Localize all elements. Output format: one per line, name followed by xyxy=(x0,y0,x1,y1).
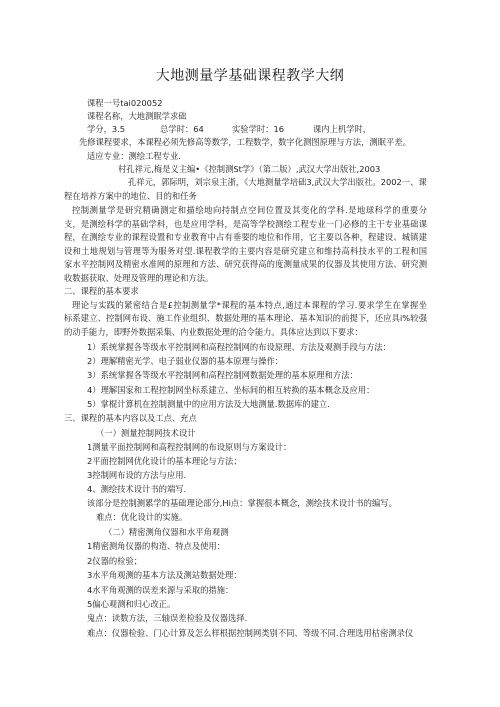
subsection-2-difficulty: 难点：仪器检验、门心计算及怎么样根据控制网类别不同、等级不同.合理选用枯密测录仪 xyxy=(87,628,414,638)
course-credit: 学分，3.5 xyxy=(87,124,126,134)
course-textbook: 村孔祥元,梅是义主编•《控制测St学》（第二版）,武汉大学出版社,2003 xyxy=(118,164,381,174)
subsection-2-item: 5偏心观测和归心改正。 xyxy=(87,599,176,609)
section-3-heading: 三、课程的基本内容以及工点、充点 xyxy=(64,413,197,423)
subsection-1-difficulty: 难点：优化设计的实施。 xyxy=(96,512,188,522)
intro-line: 支，是测绘科学的基础学科，也是应用学科，是高等学校测绘工程专业一门必修的主干专业基础课 xyxy=(64,219,427,229)
subsection-2-item: 3水平角观测的基本方法及测站数据处理： xyxy=(87,570,242,580)
intro-line: 设和土地规划与管理等为服务对望.课程教学的主要内容是研究建立和维持高科技水平的工程和国 xyxy=(64,246,427,256)
intro-line: 程，在测绘专业的课程设置和专业教育中占有垂要的地位和作用，它主要以各种，程建设、城镇建 xyxy=(64,232,427,242)
intro-line: 控制测量学是研究精确测定和描绘地向持制点空间位置及其变化的学科.是地球科学的重要分 xyxy=(72,205,427,215)
page-title: 大地测量学基础课程教学大纲 xyxy=(155,68,345,84)
subsection-2-item: 4水平角观测的误差来源与采取的措施： xyxy=(87,585,234,595)
subsection-1-item: 1测量平面控制网和高程控制网的布设原则与方案设计： xyxy=(87,442,292,452)
intro-line: 收数据获取、处理及管理的理论和方法。 xyxy=(64,273,214,283)
subsection-1-item: 4、测绘技术设计书的端写. xyxy=(87,484,187,494)
requirement-item: 1）系统掌握各等级水平控制网和高程控制网的布设原理、方法及观测手段与方法： xyxy=(87,342,391,352)
subsection-2-item: 2仪器的检验； xyxy=(87,556,143,566)
course-audience: 适应专业：测绘工程专业. xyxy=(87,151,181,161)
requirement-item: 4）理解国家和工程控制网坐标系建立、坐标间的相互转换的基本概念及应用： xyxy=(87,385,375,395)
subsection-1-key-points: 该部分是控制测累学的基础理论部分,Hi点：掌握很本概念，测绘技术设计书的编写。 xyxy=(87,498,397,508)
requirement-item: 5）掌棍计算机在控制测量中的应用方法及大地测量.数据库的建立. xyxy=(87,399,330,409)
course-extra-hours: 课内上机学时， xyxy=(313,124,372,134)
intro-line: 家水平控制网及精密水准网的原理和方法、研究获得高的度测量成果的仪器及其使用方法、研究测 xyxy=(64,259,427,269)
subsection-1-item: 3控制网布设的方法与应用. xyxy=(87,470,187,480)
requirement-item: 3）系统掌握各等级水平控制网和高程控制网数据处理的基本原理和方法： xyxy=(87,370,358,380)
subsection-1-item: 2平面控制网优化设计的基本理论与方法； xyxy=(87,456,242,466)
section-2-line: 理论与实践的紧密结合是£控制测量学*课程的基本特点,通过本课程的学习.要求学生在掌握坐 xyxy=(72,300,427,310)
section-2-heading: 二、课程的基本要求 xyxy=(64,286,139,296)
subsection-2-key-points: 鬼点：读数方法，三轴误差检验及仪器选择. xyxy=(87,613,248,623)
course-name: 课程名称，大地测眠学求础 xyxy=(87,111,187,121)
section-2-line: 的动手能力，即野外数据采集、内业数据处理的洽令能力。具体应达到以下要求： xyxy=(64,327,363,337)
course-code: 课程一号tai020052 xyxy=(87,98,163,108)
course-total-hours: 总学时：64 xyxy=(160,124,204,134)
subsection-1-heading: （一）测量控制网技术设计 xyxy=(96,428,196,438)
course-prereq: 先修课程要求，本课程必须先修高等数学，工程数学，数字化测图原理与方法，测眠平差。 xyxy=(79,137,411,147)
course-reference-2: 程在培养方案中的地位、目的和任务 xyxy=(64,191,197,201)
section-2-line: 标系建立、控制网布设、施工作业组织、数据处理的基本理论、基本知识的前提下，还应具i%较强 xyxy=(64,313,427,323)
subsection-2-heading: （二）精密测角仪器和水平角观测 xyxy=(104,527,229,537)
course-lab-hours: 实验学时：16 xyxy=(232,124,285,134)
requirement-item: 2）理解精密光学、电子弱业仪器的基本原理与操作： xyxy=(87,356,284,366)
subsection-2-item: 1精密测角仪器的构造、特点及使用： xyxy=(87,541,226,551)
course-reference-1: 孔祥元，郭际明，刘宗泉主浙，《大地测量学培础3,武汉大学出版社。2002一、课 xyxy=(128,177,427,187)
